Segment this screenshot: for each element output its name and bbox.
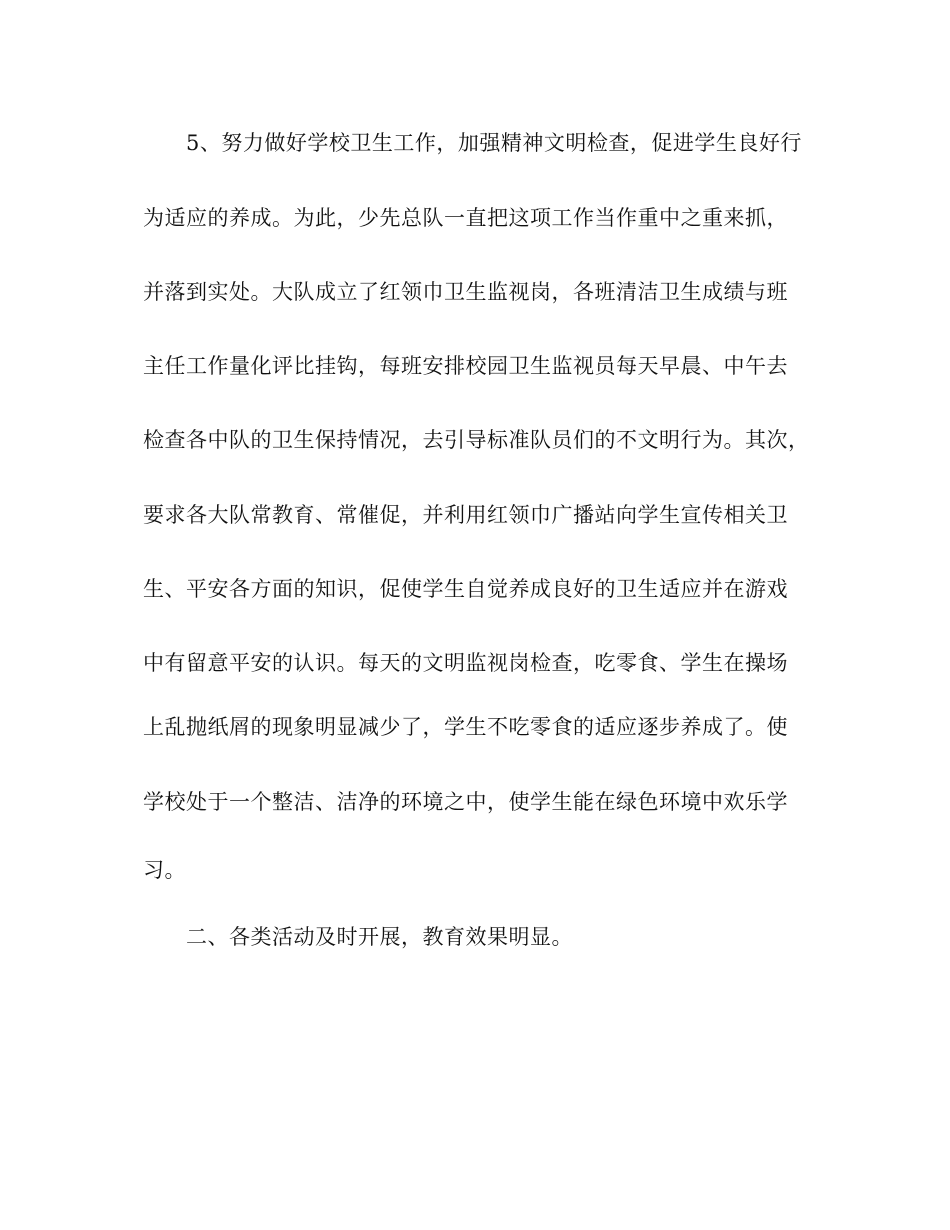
paragraph-line: 习。: [143, 858, 186, 882]
paragraph-line: 生、平安各方面的知识，促使学生自觉养成良好的卫生适应并在游戏: [143, 577, 788, 601]
paragraph-line: 上乱抛纸屑的现象明显减少了，学生不吃零食的适应逐步养成了。使: [143, 715, 788, 739]
section-heading: 二、各类活动及时开展，教育效果明显。: [186, 925, 573, 949]
paragraph-line: 5、努力做好学校卫生工作，加强精神文明检查，促进学生良好行: [186, 131, 802, 155]
paragraph-line: 中有留意平安的认识。每天的文明监视岗检查，吃零食、学生在操场: [143, 651, 788, 675]
paragraph-line: 学校处于一个整洁、洁净的环境之中，使学生能在绿色环境中欢乐学: [143, 790, 788, 814]
paragraph-line: 检查各中队的卫生保持情况，去引导标准队员们的不文明行为。其次，: [143, 428, 810, 452]
paragraph-line: 要求各大队常教育、常催促，并利用红领巾广播站向学生宣传相关卫: [143, 503, 788, 527]
paragraph-line: 为适应的养成。为此，少先总队一直把这项工作当作重中之重来抓，: [143, 206, 788, 230]
paragraph-line: 主任工作量化评比挂钩，每班安排校园卫生监视员每天早晨、中午去: [143, 354, 788, 378]
paragraph-line: 并落到实处。大队成立了红领巾卫生监视岗，各班清洁卫生成绩与班: [143, 280, 788, 304]
